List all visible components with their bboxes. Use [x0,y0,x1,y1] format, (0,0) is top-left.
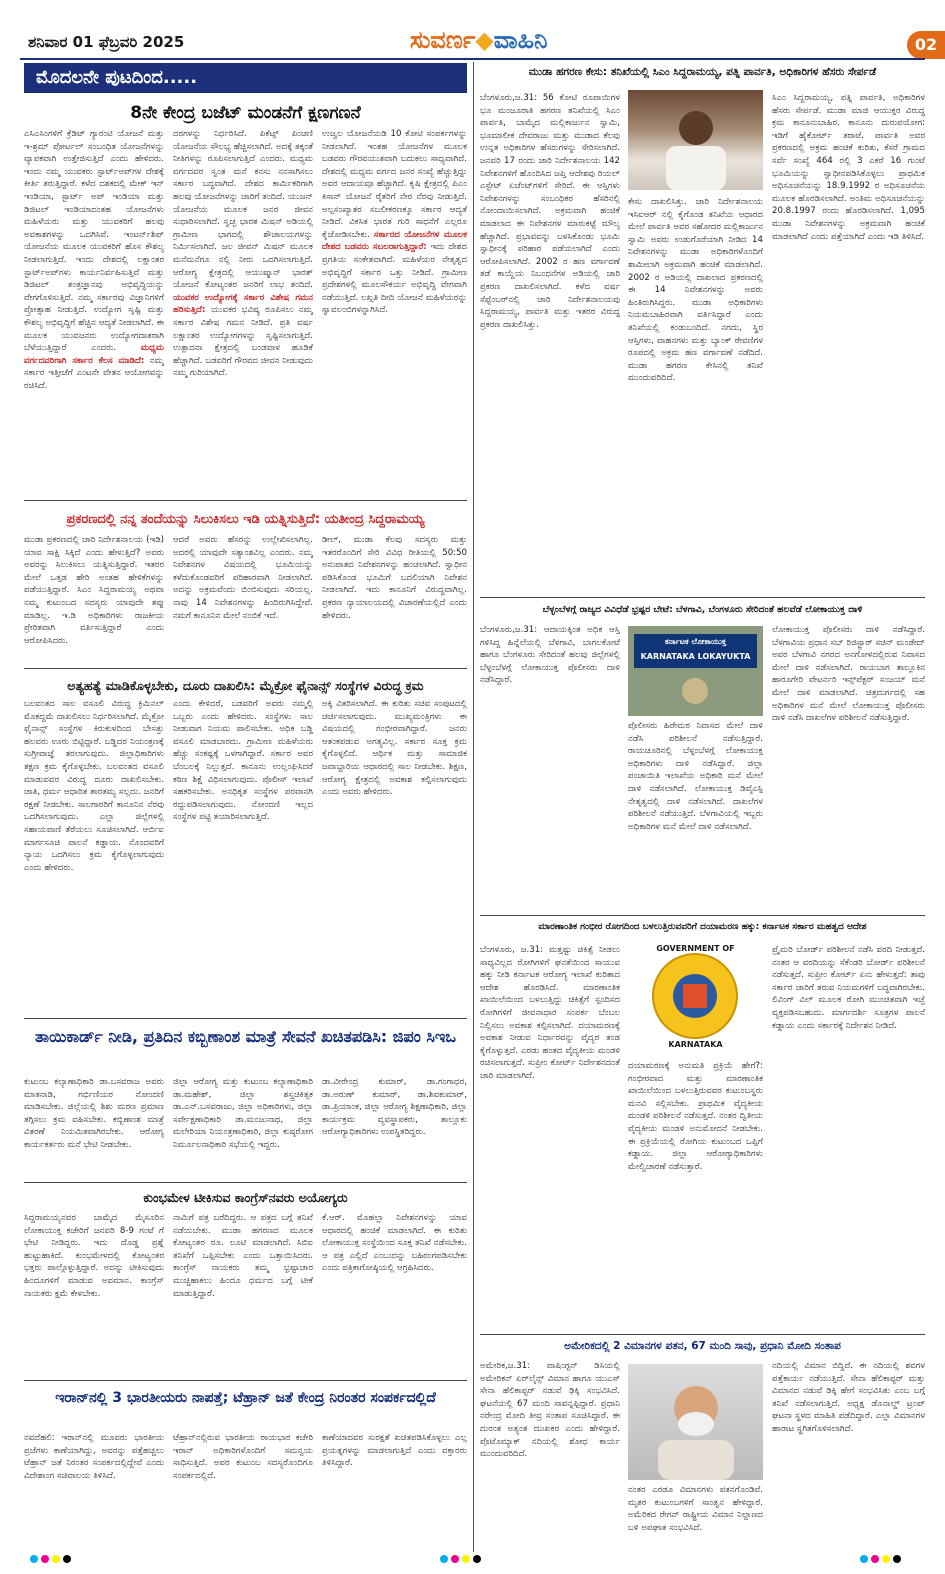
budget-col3-text: ಉಜ್ವಲ ಯೋಜನೆಯಡಿ 10 ಕೋಟಿ ಸಂಪರ್ಕಗಳನ್ನು ನೀಡಲಾಗಿದೆ. ಇಂತಹ ಯೋಜನೆಗಳ ಮೂಲಕ ಬಡವರು ಗೌರವಯುತವಾಗಿ ಬದುಕಲು ಸಾಧ್ಯವಾಗಿದೆ. ದೇಶದಲ್ಲಿ ಮಧ್ಯಮ ವರ್ಗದ ಜನರ ಸಂಖ್ಯೆ ಹೆಚ್ಚುತ್ತಿದ್ದು ಅವರ ಆದಾಯವೂ ಹೆಚ್ಚಾಗಿದೆ. ಕೃಷಿ ಕ್ಷೇತ್ರದಲ್ಲಿ ಪಿಎಂ ಕಿಸಾನ್ ಯೋಜನೆ ರೈತರಿಗೆ ನೇರ ನೆರವು ನೀಡುತ್ತಿದೆ. ಅಲ್ಪಸಂಖ್ಯಾತರ ಸಬಲೀಕರಣಕ್ಕೂ ಸರ್ಕಾರ ಆದ್ಯತೆ ನೀಡಿದೆ. ವಿಕಸಿತ ಭಾರತ ಗುರಿ ಸಾಧನೆಗೆ ಎಲ್ಲರೂ ಕೈಜೋಡಿಸಬೇಕು. [322,129,467,240]
lokayukta-col-1: ಬೆಂಗಳೂರು,ಜ.31: ಆದಾಯಕ್ಕಿಂತ ಅಧಿಕ ಆಸ್ತಿ ಗಳಿಸಿದ್ದ ಹಿನ್ನೆಲೆಯಲ್ಲಿ ಬೆಳಗಾವಿ, ಬಾಗಲಕೋಟೆ ಹಾಗೂ ಬೆಂಗಳೂರು ಸೇರಿದಂತೆ ಹಲವು ಜಿಲ್ಲೆಗಳಲ್ಲಿ ಬೆಳ್ಳಂಬೆಳಗ್ಗೆ ಲೋಕಾಯುಕ್ತ ಪೊಲೀಸರು ದಾಳಿ ನಡೆಸಿದ್ದಾರೆ. [480,625,620,686]
kumbh-headline: ಕುಂಭಮೇಳ ಟೀಕಿಸುವ ಕಾಂಗ್ರೆಸ್‌ನವರು ಅಯೋಗ್ಯರು [143,1190,348,1205]
euthanasia-col-2: ದಯಾಮರಣಕ್ಕೆ ಅನುಮತಿ ಪ್ರಕ್ರಿಯೆ ಹೇಗೆ?: ಗಂಭೀರವಾದ ಮತ್ತು ಮಾರಣಾಂತಿಕ ಖಾಯಿಲೆಯಿಂದ ಬಳಲುತ್ತಿರುವವರ ಕುಟುಂಬಸ್ಥರು ಮನವಿ ಸಲ್ಲಿಸಬೇಕು. ಪ್ರಾಥಮಿಕ ವೈದ್ಯಕೀಯ ಮಂಡಳಿ ಪರಿಶೀಲನೆ ನಡೆಸುತ್ತದೆ. ನಂತರ ದ್ವಿತೀಯ ವೈದ್ಯಕೀಯ ಮಂಡಳಿ ಅನುಮೋದನೆ ನೀಡಬೇಕು. ಈ ಪ್ರಕ್ರಿಯೆಯಲ್ಲಿ ರೋಗಿಯ ಕುಟುಂಬದ ಒಪ್ಪಿಗೆ ಕಡ್ಡಾಯ. ಜಿಲ್ಲಾ ಆರೋಗ್ಯಾಧಿಕಾರಿಗಳು ಮೇಲ್ವಿಚಾರಣೆ ನಡೆಸುತ್ತಾರೆ. [628,1061,763,1172]
divider [480,1334,925,1335]
column-divider [473,62,474,1552]
budget-col1-tail: ನಮ್ಮ ಸರ್ಕಾರ ಇತ್ತೀಚೆಗೆ ಎಂಟನೇ ವೇತನ ಆಯೋಗವನ್ನು ರಚಿಸಿದೆ. [24,355,164,391]
registration-marks-right [860,1555,904,1566]
lamp-icon: ◆ [475,26,494,54]
modi-photo [628,1364,763,1480]
portrait-icon [628,1364,763,1480]
thai-col-3: ಡಾ.ವೀರೇಂದ್ರ ಕುಮಾರ್, ಡಾ.ಗಂಗಾಧರ, ಡಾ.ಅರುಣ್ ಕುಮಾರ್, ಡಾ.ಶಿವಕುಮಾರ್, ಡಾ.ಪ್ರಿಯಾಂಕ, ಜಿಲ್ಲಾ ಆರೋಗ್ಯ ಶಿಕ್ಷಣಾಧಿಕಾರಿ, ಜಿಲ್ಲಾ ಕಾರ್ಯಕ್ರಮ ವ್ಯವಸ್ಥಾಪಕರು, ತಾಲ್ಲೂಕು ಆರೋಗ್ಯಾಧಿಕಾರಿಗಳು ಉಪಸ್ಥಿತರಿದ್ದರು. [322,1077,467,1138]
divider [24,1380,467,1381]
euthanasia-headline: ಮಾರಣಾಂತಿಕ ಗಂಭೀರ ರೋಗದಿಂದ ಬಳಲುತ್ತಿರುವವರಿಗೆ ದಯಾಮರಣ ಹಕ್ಕು: ಕರ್ನಾಟಕ ಸರ್ಕಾರ ಮಹತ್ವದ ಆದೇಶ [538,922,867,932]
budget-col-3 [322,128,467,490]
muda-col-2: ಕೇಸು ದಾಖಲಿಸಿತ್ತು. ಜಾರಿ ನಿರ್ದೇಶನಾಲಯ ಇಸಿಐಆರ್ ನಲ್ಲಿ ಕೈಗೊಂಡ ತನಿಖೆಯ ಆಧಾರದ ಮೇಲೆ ಪಾರ್ವತಿ ಅವರ ಸಹೋದರ ಮಲ್ಲಿಕಾರ್ಜುನ ಸ್ವಾಮಿ ಅವರು ಉಡುಗೊರೆಯಾಗಿ ನೀಡಿದ 14 ನಿವೇಶನಗಳನ್ನು ಮುಡಾ ಅಧಿಕಾರಿಗಳೊಂದಿಗೆ ಶಾಮೀಲಾಗಿ ಅಕ್ರಮವಾಗಿ ಹಂಚಿಕೆ ಮಾಡಲಾಗಿದೆ. 2002 ರ ಅಡಿಯಲ್ಲಿ ದಾಖಲಾದ ಪ್ರಕರಣದಲ್ಲಿ ಈ 14 ನಿವೇಶನಗಳನ್ನು ಅವರು ಹಿಂತಿರುಗಿಸಿದ್ದರು. ಮುಡಾ ಅಧಿಕಾರಿಗಳು ನಿಯಮಬಾಹಿರವಾಗಿ ವರ್ತಿಸಿದ್ದಾರೆ ಎಂದು ತನಿಖೆಯಲ್ಲಿ ಕಂಡುಬಂದಿದೆ. ನಗದು, ಸ್ಥಿರ ಆಸ್ತಿಗಳು, ವಾಹನಗಳು ಮತ್ತು ಬ್ಯಾಂಕ್ ಠೇವಣಿಗಳ ರೂಪದಲ್ಲಿ ಅಕ್ರಮ ಹಣ ವರ್ಗಾವಣೆ ನಡೆದಿದೆ. ಮುಡಾ ಹಗರಣ ಕೇಸಿನಲ್ಲಿ ತನಿಖೆ ಮುಂದುವರಿದಿದೆ. [628,197,763,384]
ed-col-1: ಮುಡಾ ಪ್ರಕರಣದಲ್ಲಿ ಜಾರಿ ನಿರ್ದೇಶನಾಲಯ (ಇಡಿ) ಯಾವ ಸಾಕ್ಷಿ ಸಿಕ್ಕಿದೆ ಎಂದು ಹೇಳುತ್ತಿದೆ? ಅವರು ಅವರನ್ನು ಸಿಲುಕಿಸಲು ಯತ್ನಿಸುತ್ತಿದ್ದಾರೆ. ಇತರರ ಮೇಲೆ ಒತ್ತಡ ಹೇರಿ ಅಂತಹ ಹೇಳಿಕೆಗಳನ್ನು ಪಡೆಯುತ್ತಿದ್ದಾರೆ. ಸಿಎಂ ಸಿದ್ದರಾಮಯ್ಯ ಅಥವಾ ನಮ್ಮ ಕುಟುಂಬದ ಸದಸ್ಯರು ಯಾವುದೇ ತಪ್ಪು ಮಾಡಿಲ್ಲ. ಇ.ಡಿ ಅಧಿಕಾರಿಗಳು ರಾಜಕೀಯ ಪ್ರೇರಿತವಾಗಿ ವರ್ತಿಸುತ್ತಿದ್ದಾರೆ ಎಂದು ಆರೋಪಿಸಿದರು. [24,535,164,646]
plane-col-3: ನದಿಯಲ್ಲಿ ವಿಮಾನ ಬಿದ್ದಿದೆ. ಈ ನದಿಯಲ್ಲಿ ಶವಗಳ ಪತ್ತೆಕಾರ್ಯ ನಡೆಯುತ್ತಿದೆ. ಸೇನಾ ಹೆಲಿಕಾಪ್ಟರ್ ಮತ್ತು ವಿಮಾನದ ನಡುವೆ ಡಿಕ್ಕಿ ಹೇಗೆ ಸಂಭವಿಸಿತು ಎಂಬ ಬಗ್ಗೆ ತನಿಖೆ ನಡೆಸಲಾಗುತ್ತಿದೆ. ಅಧ್ಯಕ್ಷ ಡೊನಾಲ್ಡ್ ಟ್ರಂಪ್ ಘಟನಾ ಸ್ಥಳದ ಮಾಹಿತಿ ಪಡೆದಿದ್ದಾರೆ. ಎಲ್ಲಾ ವಿಮಾನಗಳ ಹಾರಾಟ ಸ್ಥಗಿತಗೊಳಿಸಲಾಗಿದೆ. [772,1361,925,1434]
thai-col-1: ಕುಟುಂಬ ಕಲ್ಯಾಣಾಧಿಕಾರಿ ಡಾ.ಬಸವರಾಜ ಅವರು ಮಾತನಾಡಿ, ಗರ್ಭಿಣಿಯರ ನೋಂದಣಿ ಮಾಡಿಸಬೇಕು. ಜಿಲ್ಲೆಯಲ್ಲಿ ಶಿಶು ಮರಣ ಪ್ರಮಾಣ ತಗ್ಗಿಸಲು ಕ್ರಮ ವಹಿಸಬೇಕು. ಕಬ್ಬಿಣಾಂಶ ಮಾತ್ರೆ ವಿತರಣೆ ನಿಯಮಿತವಾಗಿರಬೇಕು. ಆರೋಗ್ಯ ಕಾರ್ಯಕರ್ತರು ಮನೆ ಭೇಟಿ ನೀಡಬೇಕು. [24,1077,164,1150]
divider [24,668,467,669]
ed-headline: ಪ್ರಕರಣದಲ್ಲಿ ನನ್ನ ತಂದೆಯನ್ನು ಸಿಲುಕಿಸಲು ಇಡಿ ಯತ್ನಿಸುತ್ತಿದೆ: ಯತೀಂದ್ರ ಸಿದ್ದರಾಮಯ್ಯ [66,512,425,527]
plane-crash-headline: ಅಮೇರಿಕದಲ್ಲಿ 2 ವಿಮಾನಗಳ ಪತನ, 67 ಮಂದಿ ಸಾವು, ಪ್ರಧಾನಿ ಮೋದಿ ಸಂತಾಪ [564,1340,841,1352]
logo-bottom-text: KARNATAKA [668,1040,723,1049]
budget-col2-tail: ಯುವಕರ ಭವಿಷ್ಯ ರೂಪಿಸಲು ನಮ್ಮ ಸರ್ಕಾರ ವಿಶೇಷ ಗಮನ ನೀಡಿದೆ. ಪ್ರತಿ ವರ್ಷ ಲಕ್ಷಾಂತರ ಉದ್ಯೋಗಗಳನ್ನು ಸೃಷ್ಟಿಸಲಾಗುತ್ತಿದೆ. ಉತ್ಪಾದನಾ ಕ್ಷೇತ್ರದಲ್ಲಿ ಬಂಡವಾಳ ಹೂಡಿಕೆ ಹೆಚ್ಚಾಗಿದೆ. ಬಡವರಿಗೆ ಗೌರವದ ಜೀವನ ನೀಡುವುದು ನಮ್ಮ ಗುರಿಯಾಗಿದೆ. [173,305,313,379]
divider [24,1182,467,1183]
page-number: 02 [907,31,945,59]
portrait-icon [628,90,763,190]
kumbh-col-2: ನಾಮಿಗೆ ಪತ್ರ ಬರೆದಿದ್ದರು. ಆ ಪತ್ರದ ಬಗ್ಗೆ ತನಿಖೆ ನಡೆಯಬೇಕು. ಮುಡಾ ಹಗರಣದ ಮೂಲಕ ಕೋಟ್ಯಂತರ ರೂ. ಲೂಟಿ ಮಾಡಲಾಗಿದೆ. ಸಿಬಿಐ ತನಿಖೆಗೆ ಒಪ್ಪಿಸಬೇಕು ಎಂದು ಒತ್ತಾಯಿಸಿದರು. ಕಾಂಗ್ರೆಸ್ ನಾಯಕರು ತಮ್ಮ ಭ್ರಷ್ಟಾಚಾರ ಮುಚ್ಚಿಹಾಕಲು ಹಿಂದೂ ಧರ್ಮದ ಬಗ್ಗೆ ಟೀಕೆ ಮಾಡುತ್ತಿದ್ದಾರೆ. [173,1213,313,1299]
mfi-col-2: ಎಂದು ಕೇಳಿದರೆ, ಬಡವರಿಗೆ ಅವರು ನಮ್ಮಲ್ಲಿ ಒಬ್ಬರು ಎಂದು ಹೇಳಿದರು. ಸಂಸ್ಥೆಗಳು ಸಾಲ ನೀಡುವಾಗ ನಿಯಮ ಪಾಲಿಸಬೇಕು. ಅಧಿಕ ಬಡ್ಡಿ ವಸೂಲಿ ಮಾಡಬಾರದು. ಗ್ರಾಮೀಣ ಮಹಿಳೆಯರು ಹೆಚ್ಚು ಸಂಕಷ್ಟಕ್ಕೆ ಒಳಗಾಗಿದ್ದಾರೆ. ಸರ್ಕಾರ ಅವರ ಬೆಂಬಲಕ್ಕೆ ನಿಲ್ಲುತ್ತದೆ. ಕಾನೂನು ಉಲ್ಲಂಘಿಸಿದರೆ ಕಠಿಣ ಶಿಕ್ಷೆ ವಿಧಿಸಲಾಗುವುದು. ಪೊಲೀಸ್ ಇಲಾಖೆ ಸಹಕರಿಸಬೇಕು. ಅನಧಿಕೃತ ಸಂಸ್ಥೆಗಳ ಪರವಾನಗಿ ರದ್ದುಪಡಿಸಲಾಗುವುದು. ನೋಂದಣಿ ಇಲ್ಲದ ಸಂಸ್ಥೆಗಳ ಪಟ್ಟಿ ತಯಾರಿಸಲಾಗುತ್ತಿದೆ. [173,699,313,823]
registration-marks-left [30,1555,74,1566]
budget-col3-tail: ಇದು ದೇಶದ ಪ್ರಗತಿಯ ಸಂಕೇತವಾಗಿದೆ. ಮಹಿಳೆಯರ ನೇತೃತ್ವದ ಅಭಿವೃದ್ಧಿಗೆ ಸರ್ಕಾರ ಒತ್ತು ನೀಡಿದೆ. ಗ್ರಾಮೀಣ ಪ್ರದೇಶಗಳಲ್ಲಿ ಮೂಲಸೌಕರ್ಯ ಅಭಿವೃದ್ಧಿ ವೇಗವಾಗಿ ನಡೆಯುತ್ತಿದೆ. ಲಖ್ಪತಿ ದೀದಿ ಯೋಜನೆ ಮಹಿಳೆಯರನ್ನು ಸ್ವಾವಲಂಬಿಗಳನ್ನಾಗಿಸಿದೆ. [322,242,467,316]
budget-col-2 [173,128,313,490]
siddaramaiah-photo [628,90,763,190]
divider [480,915,925,916]
budget-col3-subhead: ಸರ್ಕಾರದ ಯೋಜನೆಗಳ ಮೂಲಕ ದೇಶದ ಬಡವರು ಸಬಲರಾಗುತ್ತಿದ್ದಾರೆ: [322,229,467,253]
muda-headline: ಮುಡಾ ಹಗರಣ ಕೇಸು: ತನಿಖೆಯಲ್ಲಿ ಸಿಎಂ ಸಿದ್ದರಾಮಯ್ಯ, ಪತ್ನಿ ಪಾರ್ವತಿ, ಅಧಿಕಾರಿಗಳ ಹೆಸರು ಸೇರ್ಪಡೆ [528,66,877,78]
masthead-part2: ವಾಹಿನಿ [493,26,548,54]
euthanasia-col-3: ಪ್ರೈಮರಿ ಬೋರ್ಡ್ ಪರಿಶೀಲನೆ ನಡೆಸಿ ವರದಿ ನೀಡುತ್ತದೆ. ನಂತರ ಆ ವರದಿಯನ್ನು ಸೆಕೆಂಡರಿ ಬೋರ್ಡ್ ಪರಿಶೀಲನೆ ನಡೆಸುತ್ತದೆ. ಸುಪ್ರೀಂ ಕೋರ್ಟ್ ಏನು ಹೇಳುತ್ತದೆ: ತಾವು ಸರ್ಕಾರ ಜಾರಿಗೆ ತರುವ ನಿಯಮಗಳಿಗೆ ಬದ್ಧವಾಗಿರಬೇಕು. ಲಿವಿಂಗ್ ವಿಲ್ ಮೂಲಕ ರೋಗಿ ಮುಂಚಿತವಾಗಿ ಇಚ್ಛೆ ವ್ಯಕ್ತಪಡಿಸಬಹುದು. ಮಾರ್ಗದರ್ಶಿ ಸೂತ್ರಗಳ ಪಾಲನೆ ಕಡ್ಡಾಯ ಎಂದು ಸರ್ಕಾರಕ್ಕೆ ನಿರ್ದೇಶನ ನೀಡಿದೆ. [772,945,925,1031]
kumbh-col-1: ಸಿದ್ದರಾಮಯ್ಯನವರ ಬಾಮೈದ ಮೈಸೂರಿನ ಲೋಕಾಯುಕ್ತ ಕಚೇರಿಗೆ ಜನವರಿ 8-9 ಗಂಟೆ ಗೆ ಭೇಟಿ ನೀಡಿದ್ದರು. ಇದು ದೊಡ್ಡ ಪ್ರಶ್ನೆ ಹುಟ್ಟುಹಾಕಿದೆ. ಕುಂಭಮೇಳದಲ್ಲಿ ಕೋಟ್ಯಂತರ ಭಕ್ತರು ಪಾಲ್ಗೊಳ್ಳುತ್ತಿದ್ದಾರೆ. ಅದನ್ನು ಟೀಕಿಸುವುದು ಹಿಂದೂಗಳಿಗೆ ಮಾಡುವ ಅವಮಾನ. ಕಾಂಗ್ರೆಸ್ ನಾಯಕರು ಕ್ಷಮೆ ಕೇಳಬೇಕು. [24,1213,164,1299]
budget-col2-text: ದರಗಳನ್ನು ನಿರ್ಧರಿಸಿದೆ. ಪಿಕೆಟ್ಸ್ ಪಿಂಚಣಿ ಯೋಜನೆಯ ಸೌಲಭ್ಯ ಹೆಚ್ಚಿಸಲಾಗಿದೆ. ಅದಕ್ಕೆ ತಕ್ಕಂತೆ ನೀತಿಗಳನ್ನು ರೂಪಿಸಲಾಗುತ್ತಿದೆ ಎಂದರು. ಮಧ್ಯಮ ವರ್ಗದವರ ಸ್ವಂತ ಮನೆ ಕನಸು ನನಸಾಗಿಸಲು ಸರ್ಕಾರ ಬದ್ಧವಾಗಿದೆ. ದೇಶದ ಕಾರ್ಮಿಕರಿಗಾಗಿ ಹಲವು ಯೋಜನೆಗಳನ್ನು ಜಾರಿಗೆ ತಂದಿದೆ. ಯುಜನ್ ಯೋಜನೆಯ ಮೂಲಕ ಜನರ ಜೀವನ ಸುಧಾರಿಸಲಾಗಿದೆ. ಸ್ವಚ್ಛ ಭಾರತ ಮಿಷನ್ ಅಡಿಯಲ್ಲಿ ಗ್ರಾಮೀಣ ಭಾಗದಲ್ಲಿ ಶೌಚಾಲಯಗಳನ್ನು ನಿರ್ಮಿಸಲಾಗಿದೆ. ಜಲ ಜೀವನ್ ಮಿಷನ್ ಮೂಲಕ ಮನೆಮನೆಗೂ ನಲ್ಲಿ ನೀರು ಒದಗಿಸಲಾಗುತ್ತಿದೆ. ಆರೋಗ್ಯ ಕ್ಷೇತ್ರದಲ್ಲಿ ಆಯುಷ್ಮಾನ್ ಭಾರತ್ ಯೋಜನೆ ಕೋಟ್ಯಂತರ ಜನರಿಗೆ ಲಾಭ ತಂದಿದೆ. [173,129,313,291]
lokayukta-photo [628,626,763,716]
iran-headline: ಇರಾನ್‌ನಲ್ಲಿ 3 ಭಾರತೀಯರು ನಾಪತ್ತೆ; ಟೆಹ್ರಾನ್ ಜತೆ ಕೇಂದ್ರ ನಿರಂತರ ಸಂಪರ್ಕದಲ್ಲಿದೆ [55,1390,436,1406]
muda-col-1: ಬೆಂಗಳೂರು,ಜ.31: 56 ಕೋಟಿ ರೂಪಾಯಿಗಳ ಭೂ ಮಂಜೂರಾತಿ ಹಗರಣ ತನಿಖೆಯಲ್ಲಿ ಸಿಎಂ ಪಾರ್ವತಿ, ಬಾಮೈದ ಮಲ್ಲಿಕಾರ್ಜುನ ಸ್ವಾಮಿ, ಭೂಮಾಲೀಕ ದೇವರಾಜು ಮತ್ತು ಮುಡಾದ ಕೆಲವು ಉನ್ನತ ಅಧಿಕಾರಿಗಳ ಹೆಸರುಗಳನ್ನು ಸೇರಿಸಲಾಗಿದೆ. ಜನವರಿ 17 ರಂದು ಜಾರಿ ನಿರ್ದೇಶನಾಲಯ 142 ನಿವೇಶನಗಳಿಗೆ ಹೊಂದಿಸಿದ ಜಪ್ತಿ ಆದೇಶವು ರಿಯಲ್ ಎಸ್ಟೇಟ್ ಏಜೆಂಟ್‌ಗಳಿಗೆ ಸೇರಿದೆ. ಈ ಆಸ್ತಿಗಳು ನಿವೇಶನಗಳನ್ನು ಸಂಬಂಧಿಕರ ಹೆಸರಿನಲ್ಲಿ ನೋಂದಾಯಿಸಲಾಗಿದೆ. ಅಕ್ರಮವಾಗಿ ಹಂಚಿಕೆ ಮಾಡಲಾದ ಈ ನಿವೇಶನಗಳ ಮಾರುಕಟ್ಟೆ ಮೌಲ್ಯ ಹೆಚ್ಚಾಗಿದೆ. ಪ್ರಭಾವವನ್ನು ಬಳಸಿಕೊಂಡು ಭೂಮಿ ಸ್ವಾಧೀನಕ್ಕೆ ಪರಿಹಾರ ಪಡೆಯಲಾಗಿದೆ ಎಂದು ಆರೋಪಿಸಲಾಗಿದೆ. 2002 ರ ಹಣ ವರ್ಗಾವಣೆ ತಡೆ ಕಾಯ್ದೆಯ ನಿಬಂಧನೆಗಳ ಅಡಿಯಲ್ಲಿ ಜಾರಿ ಪ್ರಕರಣ ದಾಖಲಿಸಲಾಗಿದೆ. ಕಳೆದ ವರ್ಷ ಸೆಪ್ಟೆಂಬರ್‌ನಲ್ಲಿ ಜಾರಿ ನಿರ್ದೇಶನಾಲಯವು ಸಿದ್ದರಾಮಯ್ಯ, ಪಾರ್ವತಿ ಮತ್ತು ಇತರರ ವಿರುದ್ಧ ಪ್ರಕರಣ ದಾಖಲಿಸಿತ್ತು. [480,93,620,330]
budget-col2-subhead: ಯುವಕರ ಉದ್ಯೋಗಕ್ಕೆ ಸರ್ಕಾರ ವಿಶೇಷ ಗಮನ ಹರಿಸುತ್ತಿದೆ: [173,292,313,316]
mfi-headline: ಅತ್ಯಹತ್ಯೆ ಮಾಡಿಕೊಳ್ಳಬೇಕು, ದೂರು ದಾಖಲಿಸಿ: ಮೈಕ್ರೋ ಫೈನಾನ್ಸ್ ಸಂಸ್ಥೆಗಳ ವಿರುದ್ಧ ಕ್ರಮ [67,678,424,693]
plane-col-2: ನಂತರ ಎರಡೂ ವಿಮಾನಗಳು ಪತನಗೊಂಡಿವೆ. ಮೃತರ ಕುಟುಂಬಗಳಿಗೆ ಸಾಂತ್ವನ ಹೇಳಿದ್ದಾರೆ. ಅಮೆರಿಕದ ರೇಗನ್ ರಾಷ್ಟ್ರೀಯ ವಿಮಾನ ನಿಲ್ದಾಣದ ಬಳಿ ಅಪಘಾತ ಸಂಭವಿಸಿದೆ. [628,1485,763,1533]
lokayukta-col-2: ಪೊಲೀಸರು ಹಿರೇಮಠ ನಿವಾಸದ ಮೇಲೆ ದಾಳಿ ನಡೆಸಿ ಪರಿಶೀಲನೆ ನಡೆಸುತ್ತಿದ್ದಾರೆ. ರಾಯಚೂರಿನಲ್ಲಿ ಬೆಳ್ಳಂಬೆಳಗ್ಗೆ ಲೋಕಾಯುಕ್ತ ಅಧಿಕಾರಿಗಳು ದಾಳಿ ನಡೆಸಿದ್ದಾರೆ. ಜಿಲ್ಲಾ ಪಂಚಾಯಿತಿ ಇಲಾಖೆಯ ಅಧಿಕಾರಿ ಮನೆ ಮೇಲೆ ದಾಳಿ ನಡೆಸಲಾಗಿದೆ. ಲೋಕಾಯುಕ್ತ ಡಿವೈಎಸ್ಪಿ ನೇತೃತ್ವದಲ್ಲಿ ದಾಳಿ ನಡೆಸಲಾಗಿದೆ. ದಾಖಲೆಗಳ ಪರಿಶೀಲನೆ ನಡೆಯುತ್ತಿದೆ. ಬೆಳಗಾವಿಯಲ್ಲಿ ಇಬ್ಬರು ಅಧಿಕಾರಿಗಳ ಮನೆ ಮೇಲೆ ದಾಳಿ ನಡೆಸಲಾಗಿದೆ. [628,721,763,832]
section-banner: ಮೊದಲನೇ ಪುಟದಿಂದ..... [24,63,467,93]
logo-top-text: GOVERNMENT OF [656,944,735,953]
thai-col-2: ಜಿಲ್ಲಾ ಆರೋಗ್ಯ ಮತ್ತು ಕುಟುಂಬ ಕಲ್ಯಾಣಾಧಿಕಾರಿ ಡಾ.ಮಹೇಶ್, ಜಿಲ್ಲಾ ಶಸ್ತ್ರಚಿಕಿತ್ಸಕ ಡಾ.ಎನ್.ಬಸವರಾಜು, ಜಿಲ್ಲಾ ಅಧಿಕಾರಿಗಳು, ಜಿಲ್ಲಾ ಸರ್ವೇಕ್ಷಣಾಧಿಕಾರಿ ಡಾ.ಮಂಜುನಾಥ, ಜಿಲ್ಲಾ ಮಲೇರಿಯಾ ನಿಯಂತ್ರಣಾಧಿಕಾರಿ, ಜಿಲ್ಲಾ ಕುಷ್ಠರೋಗ ನಿರ್ಮೂಲನಾಧಿಕಾರಿ ಸಭೆಯಲ್ಲಿ ಇದ್ದರು. [173,1077,313,1150]
budget-col-1 [24,128,164,490]
mfi-col-3: ಅಕ್ಕಿ ವಿತರಿಸಲಾಗಿದೆ. ಈ ಕುರಿತು ಸಚಿವ ಸಂಪುಟದಲ್ಲಿ ಚರ್ಚಿಸಲಾಗುವುದು. ಮುಖ್ಯಮಂತ್ರಿಗಳು ಈ ವಿಷಯದಲ್ಲಿ ಗಂಭೀರವಾಗಿದ್ದಾರೆ. ಜನರು ಆತಂಕಪಡುವ ಅಗತ್ಯವಿಲ್ಲ. ಸರ್ಕಾರ ಸೂಕ್ತ ಕ್ರಮ ಕೈಗೊಳ್ಳಲಿದೆ. ಆರ್ಥಿಕ ಮತ್ತು ಸಾಮಾಜಿಕ ಜವಾಬ್ದಾರಿಯ ಆಧಾರದಲ್ಲಿ ಸಾಲ ನೀಡಬೇಕು. ಶಿಕ್ಷಣ, ಆರೋಗ್ಯ ಕ್ಷೇತ್ರದಲ್ಲಿ ಅವಕಾಶ ಕಲ್ಪಿಸಲಾಗುವುದು ಎಂದು ಅವರು ಹೇಳಿದರು. [322,699,467,798]
iran-col-2: ಟೆಹ್ರಾನ್‌ನಲ್ಲಿರುವ ಭಾರತೀಯ ರಾಯಭಾರ ಕಚೇರಿ ಇರಾನ್ ಅಧಿಕಾರಿಗಳೊಂದಿಗೆ ಸಮನ್ವಯ ಸಾಧಿಸುತ್ತಿದೆ. ಅವರ ಕುಟುಂಬ ಸದಸ್ಯರೊಂದಿಗೂ ಸಂಪರ್ಕದಲ್ಲಿದೆ. [173,1433,313,1481]
karnataka-govt-logo [628,944,763,1056]
lokayukta-headline: ಬೆಳ್ಳಂಬೆಳಗ್ಗೆ ರಾಜ್ಯದ ವಿವಿಧೆಡೆ ಭ್ರಷ್ಟರ ಬೇಟೆ: ಬೆಳಗಾವಿ, ಬೆಂಗಳೂರು ಸೇರಿದಂತೆ ಹಲವೆಡೆ ಲೋಕಾಯುಕ್ತ ದಾಳಿ [542,604,863,615]
divider [480,597,925,598]
iran-col-3: ಕಾಣೆಯಾದವರ ಸುರಕ್ಷತೆ ಖಚಿತಪಡಿಸಿಕೊಳ್ಳಲು ಎಲ್ಲ ಪ್ರಯತ್ನಗಳನ್ನು ಮಾಡಲಾಗುತ್ತಿದೆ ಎಂದು ವಕ್ತಾರರು ತಿಳಿಸಿದ್ದಾರೆ. [322,1433,467,1469]
iran-col-1: ನವದೆಹಲಿ: ಇರಾನ್‌ನಲ್ಲಿ ಮೂವರು ಭಾರತೀಯ ಪ್ರಜೆಗಳು ಕಾಣೆಯಾಗಿದ್ದು, ಅವರನ್ನು ಪತ್ತೆಹಚ್ಚಲು ಟೆಹ್ರಾನ್ ಜತೆ ನಿರಂತರ ಸಂಪರ್ಕದಲ್ಲಿದ್ದೇವೆ ಎಂದು ವಿದೇಶಾಂಗ ಸಚಿವಾಲಯ ತಿಳಿಸಿದೆ. [24,1433,164,1481]
registration-marks-center [440,1555,484,1566]
mfi-col-1: ಬಲವಂತದ ಸಾಲ ವಸೂಲಿ ವಿರುದ್ಧ ಕ್ರಿಮಿನಲ್ ಮೊಕದ್ದಮೆ ದಾಖಲಿಸಲು ನಿರ್ಧರಿಸಲಾಗಿದೆ. ಮೈಕ್ರೋ ಫೈನಾನ್ಸ್ ಸಂಸ್ಥೆಗಳ ಕಿರುಕುಳದಿಂದ ಬೇಸತ್ತು ಹಲವರು ಊರು ಬಿಟ್ಟಿದ್ದಾರೆ. ಬಡ್ಡಿದರ ನಿಯಂತ್ರಣಕ್ಕೆ ಸುಗ್ರೀವಾಜ್ಞೆ ತರಲಾಗುವುದು. ಜಿಲ್ಲಾಧಿಕಾರಿಗಳು ತಕ್ಷಣ ಕ್ರಮ ಕೈಗೊಳ್ಳಬೇಕು. ಬಲವಂತದ ವಸೂಲಿ ಮಾಡುವವರ ವಿರುದ್ಧ ದೂರು ದಾಖಲಿಸಬೇಕು. ಜಾತಿ, ಧರ್ಮ ಆಧಾರಿತ ತಾರತಮ್ಯ ಸಲ್ಲದು. ಜನರಿಗೆ ರಕ್ಷಣೆ ನೀಡಬೇಕು. ಸಾಲಗಾರರಿಗೆ ಕಾನೂನಿನ ನೆರವು ಒದಗಿಸಲಾಗುವುದು. ಎಲ್ಲಾ ಜಿಲ್ಲೆಗಳಲ್ಲಿ ಸಹಾಯವಾಣಿ ತೆರೆಯಲು ಸೂಚಿಸಲಾಗಿದೆ. ಆರ್ಬಿಐ ಮಾರ್ಗಸೂಚಿ ಪಾಲನೆ ಕಡ್ಡಾಯ. ನೊಂದವರಿಗೆ ನ್ಯಾಯ ಒದಗಿಸಲು ಕ್ರಮ ಕೈಗೊಳ್ಳಲಾಗುವುದು ಎಂದು ಹೇಳಿದರು. [24,699,164,873]
budget-col1-text: ಎಸಿಎಸಿಂಗಳಿಗೆ ಕ್ರೆಡಿಟ್ ಗ್ಯಾರಂಟಿ ಯೋಜನೆ ಮತ್ತು ಇ-ಶ್ರಮ್ ಪೋರ್ಟಲ್ ಸಂಬಂಧಿತ ಯೋಜನೆಗಳನ್ನು ವ್ಯಾಪಕವಾಗಿ ಉತ್ತೇಜಿಸುತ್ತಿದೆ ಎಂದು ಹೇಳಿದರು. ಇಂದು ನಮ್ಮ ಯುವಕರು ಸ್ಟಾರ್ಟ್‌ಅಪ್‌ಗಳ ದೇಶಕ್ಕೆ ಕೀರ್ತಿ ತರುತ್ತಿದ್ದಾರೆ. ಕಳೆದ ದಶಕದಲ್ಲಿ ಮೇಕ್ ಇನ್ ಇಂಡಿಯಾ, ಸ್ಟಾರ್ಟ್ ಅಪ್ ಇಂಡಿಯಾ ಮತ್ತು ಡಿಜಿಟಲ್ ಇಂಡಿಯಾದಂತಹ ಯೋಜನೆಗಳು ಮಹಿಳೆಯರು ಮತ್ತು ಯುವಕರಿಗೆ ಹಲವು ಅವಕಾಶಗಳನ್ನು ಒದಗಿಸಿವೆ. ಇಂಟರ್ನ್‌ಶಿಪ್ ಯೋಜನೆಯ ಮೂಲಕ ಯುವಕರಿಗೆ ಹೊಸ ಕೌಶಲ್ಯ ನೀಡಲಾಗುತ್ತಿದೆ. ಇಂದು ದೇಶದಲ್ಲಿ ಲಕ್ಷಾಂತರ ಸ್ಟಾರ್ಟ್‌ಅಪ್‌ಗಳು ಕಾರ್ಯನಿರ್ವಹಿಸುತ್ತಿವೆ ಮತ್ತು ಡಿಜಿಟಲ್ ತಂತ್ರಜ್ಞಾನವು ಅಭಿವೃದ್ಧಿಯನ್ನು ವೇಗಗೊಳಿಸುತ್ತಿದೆ. ನಮ್ಮ ಸರ್ಕಾರವು ವಿಜ್ಞಾನಿಗಳಿಗೆ ಪ್ರೋತ್ಸಾಹ ನೀಡುತ್ತಿದೆ. ಉದ್ಯೋಗ ಸೃಷ್ಟಿ ಮತ್ತು ಕೌಶಲ್ಯ ಅಭಿವೃದ್ಧಿಗೆ ಹೆಚ್ಚಿನ ಆದ್ಯತೆ ನೀಡಲಾಗಿದೆ. ಈ ಮೂಲಕ ಯುವಜನರು ಉದ್ಯೋಗದಾತರಾಗಿ ಬೆಳೆಯುತ್ತಿದ್ದಾರೆ ಎಂದರು. [24,129,164,354]
lokayukta-sign-english: KARNATAKA LOKAYUKTA [640,652,751,661]
thai-card-headline: ತಾಯಿಕಾರ್ಡ್ ನೀಡಿ, ಪ್ರತಿದಿನ ಕಬ್ಬಿಣಾಂಶ ಮಾತ್ರೆ ಸೇವನೆ ಖಚಿತಪಡಿಸಿ: ಜಿಪಂ ಸಿಇಒ [34,1027,457,1046]
masthead-part1: ಸುವರ್ಣ [410,26,476,54]
budget-headline: 8ನೇ ಕೇಂದ್ರ ಬಜೆಟ್ ಮಂಡನೆಗೆ ಕ್ಷಣಗಣನೆ [130,103,361,123]
emblem-icon [682,678,708,704]
euthanasia-col-1: ಬೆಂಗಳೂರು, ಜ.31: ಮತ್ತಷ್ಟು ಚಿಕಿತ್ಸೆ ನೀಡಲು ಸಾಧ್ಯವಿಲ್ಲದ ರೋಗಿಗಳಿಗೆ ಘನತೆಯಿಂದ ಸಾಯುವ ಹಕ್ಕು ನೀಡಿ ಕರ್ನಾಟಕ ಆರೋಗ್ಯ ಇಲಾಖೆ ಕುರಿತಾದ ಆದೇಶ ಹೊರಡಿಸಿದೆ. ಮಾರಣಾಂತಿಕ ಖಾಯಿಲೆಯಿಂದ ಬಳಲುತ್ತಿದ್ದು ಚಿಕಿತ್ಸೆಗೆ ಸ್ಪಂದಿಸದ ರೋಗಿಗಳಿಗೆ ಜೀವನಾಧಾರ ಸಂಪರ್ಕ ಬೆಂಬಲ ನಿಲ್ಲಿಸಲು ಅವಕಾಶ ಕಲ್ಪಿಸಲಾಗಿದೆ. ದಯಾಮರಣಕ್ಕೆ ಅವಕಾಶ ನೀಡುವ ನಿರ್ಧಾರವನ್ನು ವೈದ್ಯರ ತಂಡ ಕೈಗೊಳ್ಳುತ್ತದೆ. ಎರಡು ಹಂತದ ವೈದ್ಯಕೀಯ ಮಂಡಳಿ ರಚಿಸಲಾಗುತ್ತದೆ. ಸುಪ್ರೀಂ ಕೋರ್ಟ್ ನಿರ್ದೇಶನದಂತೆ ಜಾರಿ ಮಾಡಲಾಗಿದೆ. [480,945,620,1081]
kumbh-col-3: ಕೆ.ಆರ್. ಮೊಹಲ್ಲಾ ನಿವೇಶನಗಳನ್ನು ಯಾವ ಆಧಾರದಲ್ಲಿ ಹಂಚಿಕೆ ಮಾಡಲಾಗಿದೆ. ಈ ಕುರಿತು ಲೋಕಾಯುಕ್ತ ಸಂಸ್ಥೆಯಿಂದ ಸೂಕ್ತ ತನಿಖೆ ನಡೆಸಬೇಕು. ಆ ಪತ್ರ ಎಲ್ಲಿದೆ ಎಂಬುದನ್ನು ಬಹಿರಂಗಪಡಿಸಬೇಕು ಎಂದು ಪತ್ರಿಕಾಗೋಷ್ಠಿಯಲ್ಲಿ ಆಗ್ರಹಿಸಿದರು. [322,1213,467,1274]
divider [24,1018,467,1019]
muda-col-3: ಸಿಎಂ ಸಿದ್ದರಾಮಯ್ಯ, ಪತ್ನಿ ಪಾರ್ವತಿ, ಅಧಿಕಾರಿಗಳ ಹೆಸರು ಸೇರ್ಪಡೆ. ಮುಡಾ ಮಾಜಿ ಆಯುಕ್ತರ ವಿರುದ್ಧ ಕ್ರಮ ಕಾನೂನುಬಾಹಿರ. ಕಾನೂನು ದುರುಪಯೋಗ: ಇಡಿಗೆ ಹೈಕೋರ್ಟ್ ತರಾಟೆ. ಪಾರ್ವತಿ ಅವರ ಪ್ರಕರಣದಲ್ಲಿ ಅಕ್ರಮ ಹಂಚಿಕೆ ಕುರಿತು, ಕೆಸರೆ ಗ್ರಾಮದ ಸರ್ವೆ ಸಂಖ್ಯೆ 464 ರಲ್ಲಿ 3 ಎಕರೆ 16 ಗುಂಟೆ ಭೂಮಿಯನ್ನು ಸ್ವಾಧೀನಪಡಿಸಿಕೊಳ್ಳಲು ಪ್ರಾಥಮಿಕ ಅಧಿಸೂಚನೆಯನ್ನು 18.9.1992 ರ ಅಧಿಸೂಚನೆಯ ಮೂಲಕ ಹೊರಡಿಸಲಾಗಿದೆ. ಅಂತಿಮ ಅಧಿಸೂಚನೆಯನ್ನು 20.8.1997 ರಂದು ಹೊರಡಿಸಲಾಗಿದೆ. 1,095 ಮುಡಾ ನಿವೇಶನಗಳನ್ನು ಅಕ್ರಮವಾಗಿ ಹಂಚಿಕೆ ಮಾಡಲಾಗಿದೆ ಎಂದು ಪತ್ತೆಯಾಗಿದೆ ಎಂದು ಇಡಿ ತಿಳಿಸಿದೆ. [772,93,925,242]
lokayukta-col-3: ಲೋಕಾಯುಕ್ತ ಪೊಲೀಸರು ದಾಳಿ ನಡೆಸಿದ್ದಾರೆ. ಬೆಳಗಾವಿಯ ಪ್ರಧಾನ ಸಬ್ ರಿಜಿಸ್ಟ್ರಾರ್ ಸಚಿನ್ ಮಂಡೇದ್ ಅವರ ಬೆಳಗಾವಿ ನಗರದ ಅನಗೋಳದಲ್ಲಿರುವ ನಿವಾಸದ ಮೇಲೆ ದಾಳಿ ನಡೆಸಲಾಗಿದೆ. ರಾಯಬಾಗ ತಾಲ್ಲೂಕಿನ ಹಾರೂಗೇರಿ ವೇಟರ್ನರಿ ಇನ್ಸ್‌ಪೆಕ್ಟರ್ ಸಂಜಯ್ ಮನೆ ಮೇಲೆ ದಾಳಿ ಮಾಡಲಾಗಿದೆ. ಚಿತ್ರದುರ್ಗದಲ್ಲಿ ಸಹ ಅಧಿಕಾರಿಗಳ ಮನೆ ಮೇಲೆ ಲೋಕಾಯುಕ್ತ ಪೊಲೀಸರು ದಾಳಿ ನಡೆಸಿ ದಾಖಲೆಗಳ ಪರಿಶೀಲನೆ ನಡೆಸುತ್ತಿದ್ದಾರೆ. [772,625,925,724]
header-rule [20,58,925,60]
plane-col-1: ಅಮೇರಿಕ,ಜ.31: ವಾಷಿಂಗ್ಟನ್ ಡಿಸಿಯಲ್ಲಿ ಅಮೇರಿಕನ್ ಏರ್‌ಲೈನ್ಸ್ ವಿಮಾನ ಹಾಗೂ ಯುಎಸ್ ಸೇನಾ ಹೆಲಿಕಾಪ್ಟರ್ ನಡುವೆ ಢಿಕ್ಕಿ ಸಂಭವಿಸಿದೆ. ಘಟನೆಯಲ್ಲಿ 67 ಮಂದಿ ಸಾವನ್ನಪ್ಪಿದ್ದಾರೆ. ಪ್ರಧಾನಿ ನರೇಂದ್ರ ಮೋದಿ ತೀವ್ರ ಸಂತಾಪ ಸೂಚಿಸಿದ್ದಾರೆ. ಈ ದುರಂತ ಅತ್ಯಂತ ದುಃಖಕರ ಎಂದು ಹೇಳಿದ್ದಾರೆ. ಪೊಟೊಮ್ಯಾಕ್ ನದಿಯಲ್ಲಿ ಶೋಧ ಕಾರ್ಯ ಮುಂದುವರಿದಿದೆ. [480,1361,620,1460]
lokayukta-signboard [634,634,757,668]
ed-col-2: ಆದರೆ ಅವರು ಹೆಸರನ್ನು ಉಲ್ಲೇಖಿಸಲಾಗಿಲ್ಲ. ಅದರಲ್ಲಿ ಯಾವುದೇ ಸತ್ಯಾಂಶವಿಲ್ಲ ಎಂದರು. ನಮ್ಮ ನಿವೇಶನಗಳ ವಿಷಯದಲ್ಲಿ ಭೂಮಿಯನ್ನು ಕಳೆದುಕೊಂಡವರಿಗೆ ಪರಿಹಾರವಾಗಿ ನೀಡಲಾಗಿದೆ. ಅದನ್ನು ಅಕ್ರಮವೆಂದು ಬಿಂಬಿಸುವುದು ಸರಿಯಲ್ಲ. ನಾವು 14 ನಿವೇಶನಗಳನ್ನು ಹಿಂದಿರುಗಿಸಿದ್ದೇವೆ. ನಮಗೆ ಕಾನೂನಿನ ಮೇಲೆ ನಂಬಿಕೆ ಇದೆ. [173,535,313,621]
divider [24,500,467,501]
lokayukta-sign-kannada: ಕರ್ನಾಟಕ ಲೋಕಾಯುಕ್ತ [664,637,727,646]
ed-col-3: ಡೀಲ್, ಮುಡಾ ಕೆಲವು ಸದಸ್ಯರು ಮತ್ತು ಇತರರೊಂದಿಗೆ ಸೇರಿ ವಿವಿಧ ರೀತಿಯಲ್ಲಿ 50:50 ಅನುಪಾತದ ನಿವೇಶನಗಳನ್ನು ಹಂಚಲಾಗಿದೆ. ಸ್ವಾಧೀನ ಪಡಿಸಿಕೊಂಡ ಭೂಮಿಗೆ ಬದಲಿಯಾಗಿ ನಿವೇಶನ ನೀಡಲಾಗಿದೆ. ಇದು ಕಾನೂನಿಗೆ ವಿರುದ್ಧವಾಗಿಲ್ಲ. ಪ್ರಕರಣ ನ್ಯಾಯಾಲಯದಲ್ಲಿ ವಿಚಾರಣೆಯಲ್ಲಿದೆ ಎಂದು ಹೇಳಿದರು. [322,535,467,621]
budget-col1-subhead: ಮಧ್ಯಮ ವರ್ಗದವರಿಗಾಗಿ ಸರ್ಕಾರ ಕೆಲಸ ಮಾಡಿದೆ: [24,343,164,366]
masthead-logo [410,26,547,54]
issue-date: ಶನಿವಾರ 01 ಫೆಬ್ರವರಿ 2025 [28,33,185,51]
